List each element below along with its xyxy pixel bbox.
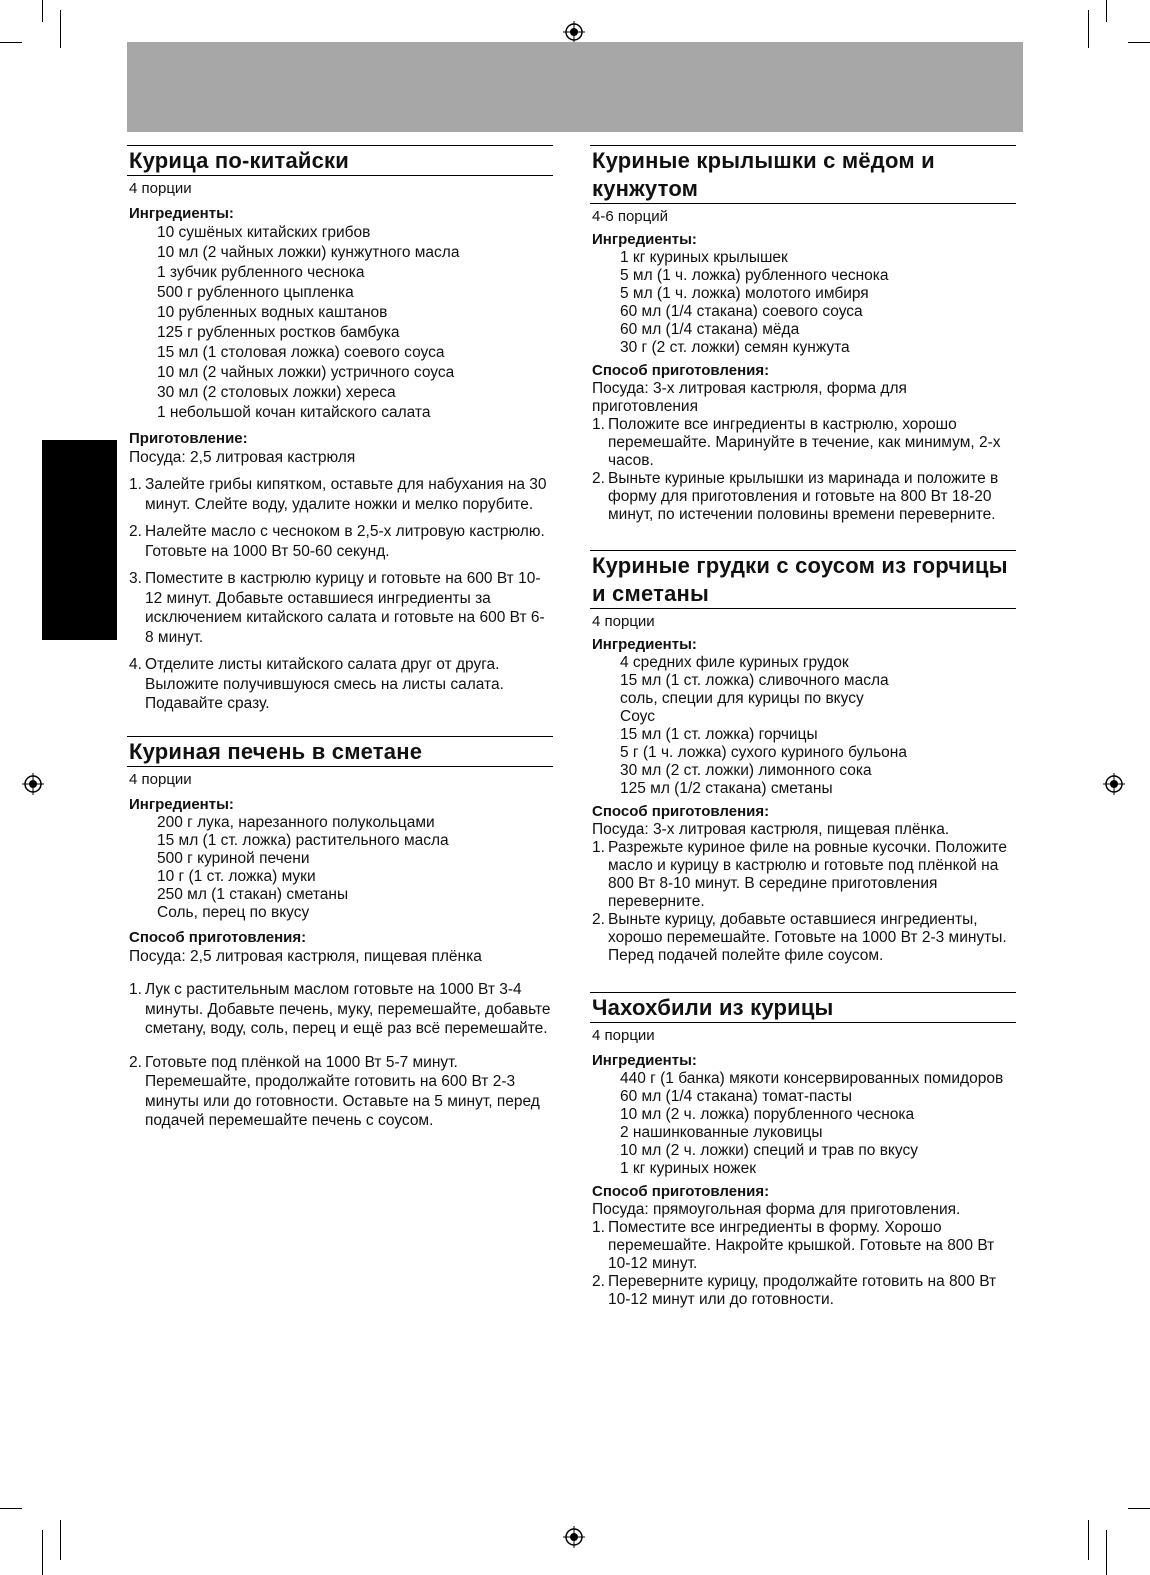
ingredient-item: 440 г (1 банка) мякоти консервированных помидоров <box>620 1070 1004 1087</box>
ingredient-item: 10 мл (2 чайных ложки) устричного соуса <box>157 364 455 381</box>
recipe-chicken-breast <box>590 550 1016 965</box>
step-item <box>590 1273 1016 1309</box>
crop-mark <box>60 1520 61 1560</box>
ingredients-heading: Ингредиенты: <box>592 231 697 248</box>
step-text: Поместите все ингредиенты в форму. Хорошо перемешайте. Накройте крышкой. Готовьте на 800 Вт 10-12 минут. <box>608 1219 995 1272</box>
ingredient-item: 15 мл (1 столовая ложка) соевого соуса <box>157 344 445 361</box>
steps-list <box>590 416 1016 524</box>
step-number: 2. <box>129 523 142 540</box>
step-text: Поместите в кастрюлю курицу и готовьте на 600 Вт 10-12 минут. Добавьте оставшиеся ингредиенты за исключением китайского салата и готовьте на 600 Вт 6-8 минут. <box>145 570 545 646</box>
portions: 4 порции <box>129 180 192 197</box>
ingredient-item: 5 мл (1 ч. ложка) молотого имбиря <box>620 285 869 302</box>
recipe-title: Курица по-китайски <box>127 145 553 176</box>
ingredients-list <box>590 654 1016 798</box>
left-column <box>127 145 553 714</box>
steps-list <box>127 475 553 714</box>
step-number: 1. <box>592 416 605 433</box>
header-banner <box>127 42 1023 132</box>
step-text: Готовьте под плёнкой на 1000 Вт 5-7 минут. Перемешайте, продолжайте готовить на 600 Вт 2-3 минуты или до готовности. Оставьте на 5 минут, перед подачей перемешайте печень с соусом. <box>145 1053 540 1129</box>
step-number: 2. <box>592 470 605 487</box>
ingredients-heading: Ингредиенты: <box>592 1052 697 1069</box>
step-item <box>590 839 1016 911</box>
method-heading: Способ приготовления: <box>592 362 770 379</box>
ingredient-item: 15 мл (1 ст. ложка) растительного масла <box>157 832 449 849</box>
crop-mark <box>0 42 22 43</box>
recipe-honey-wings <box>590 145 1016 524</box>
ingredient-item: 10 мл (2 ч. ложка) порубленного чеснока <box>620 1106 915 1123</box>
crop-mark <box>1088 1520 1089 1560</box>
step-item <box>127 522 553 561</box>
right-column <box>590 145 1016 524</box>
crop-mark <box>1106 1530 1107 1575</box>
ingredient-item: 5 г (1 ч. ложка) сухого куриного бульона <box>620 744 907 761</box>
ingredient-item: 15 мл (1 ст. ложка) горчицы <box>620 726 818 743</box>
step-number: 1. <box>592 1219 605 1236</box>
method-heading: Способ приготовления: <box>129 929 307 946</box>
method-heading: Приготовление: <box>129 430 248 447</box>
step-text: Выньте курицу, добавьте оставшиеся ингредиенты, хорошо перемешайте. Готовьте на 1000 Вт 2-3 минуты. Перед подачей полейте филе соусом. <box>608 911 1007 964</box>
step-item <box>127 655 553 714</box>
cookware: Посуда: прямоугольная форма для приготовления. <box>592 1201 961 1218</box>
ingredient-item: 10 рубленных водных каштанов <box>157 304 388 321</box>
step-text: Переверните курицу, продолжайте готовить на 800 Вт 10-12 минут или до готовности. <box>608 1273 997 1308</box>
ingredients-list <box>127 814 553 922</box>
crop-mark <box>42 0 43 22</box>
step-text: Разрежьте куриное филе на ровные кусочки. Положите масло и курицу в кастрюлю и готовьте под плёнкой на 800 Вт 8-10 минут. В середине приготовления переверните. <box>608 839 1007 910</box>
cookware: Посуда: 3-х литровая кастрюля, форма для приготовления <box>592 380 907 415</box>
ingredient-item: 200 г лука, нарезанного полукольцами <box>157 814 435 831</box>
ingredient-item: 125 мл (1/2 стакана) сметаны <box>620 780 833 797</box>
steps-list <box>590 1219 1016 1309</box>
crop-mark <box>1088 10 1089 48</box>
step-number: 3. <box>129 570 142 587</box>
ingredient-item: 2 нашинкованные луковицы <box>620 1124 823 1141</box>
ingredient-item: 1 небольшой кочан китайского салата <box>157 404 431 421</box>
ingredients-list <box>590 249 1016 357</box>
registration-mark-icon <box>563 21 585 43</box>
step-item <box>127 475 553 514</box>
ingredient-item: 4 средних филе куриных грудок <box>620 654 849 671</box>
step-text: Положите все ингредиенты в кастрюлю, хорошо перемешайте. Маринуйте в течение, как минимум, 2-х часов. <box>608 416 1001 469</box>
ingredient-item: 125 г рубленных ростков бамбука <box>157 324 400 341</box>
portions: 4 порции <box>129 771 192 788</box>
step-number: 1. <box>129 476 142 493</box>
portions: 4-6 порций <box>592 208 669 225</box>
portions: 4 порции <box>592 613 655 630</box>
ingredient-item: соль, специи для курицы по вкусу <box>620 690 864 707</box>
crop-mark <box>60 10 61 48</box>
ingredient-item: 10 сушёных китайских грибов <box>157 224 371 241</box>
ingredient-item: 30 мл (2 ст. ложки) лимонного сока <box>620 762 872 779</box>
step-number: 2. <box>592 911 605 928</box>
step-item <box>590 1219 1016 1273</box>
ingredient-item: 15 мл (1 ст. ложка) сливочного масла <box>620 672 889 689</box>
ingredient-item: 10 мл (2 чайных ложки) кунжутного масла <box>157 244 460 261</box>
step-text: Отделите листы китайского салата друг от друга. Выложите получившуюся смесь на листы салата. Подавайте сразу. <box>145 656 504 712</box>
crop-mark <box>1106 0 1107 22</box>
ingredient-item: 1 кг куриных ножек <box>620 1160 757 1177</box>
step-item <box>590 911 1016 965</box>
step-text: Налейте масло с чесноком в 2,5-х литровую кастрюлю. Готовьте на 1000 Вт 50-60 секунд. <box>145 523 545 560</box>
crop-mark <box>1128 1508 1150 1509</box>
step-number: 2. <box>592 1273 605 1290</box>
recipe-title: Куриные грудки с соусом из горчицы и сметаны <box>590 550 1016 609</box>
ingredient-item: 1 зубчик рубленного чеснока <box>157 264 365 281</box>
ingredient-item: Соль, перец по вкусу <box>157 904 310 921</box>
step-item <box>590 416 1016 470</box>
ingredient-item: 10 мл (2 ч. ложки) специй и трав по вкусу <box>620 1142 918 1159</box>
side-tab <box>42 440 117 640</box>
ingredient-item: 500 г рубленного цыпленка <box>157 284 354 301</box>
cookware: Посуда: 3-х литровая кастрюля, пищевая плёнка. <box>592 821 950 838</box>
step-item <box>127 980 553 1039</box>
method-heading: Способ приготовления: <box>592 803 770 820</box>
right-column-middle <box>590 550 1016 965</box>
ingredients-list <box>127 223 553 423</box>
ingredient-item: 250 мл (1 стакан) сметаны <box>157 886 349 903</box>
step-number: 2. <box>129 1053 142 1071</box>
cookware: Посуда: 2,5 литровая кастрюля <box>129 449 356 466</box>
step-text: Выньте куриные крылышки из маринада и положите в форму для приготовления и готовьте на 800 Вт 18-20 минут, по истечении половины времени переверните. <box>608 470 999 523</box>
step-number: 4. <box>129 656 142 673</box>
ingredient-item: 1 кг куриных крылышек <box>620 249 788 266</box>
right-column-lower <box>590 992 1016 1309</box>
crop-mark <box>42 1530 43 1575</box>
ingredient-item: 60 мл (1/4 стакана) соевого соуса <box>620 303 863 320</box>
ingredients-heading: Ингредиенты: <box>129 205 234 222</box>
ingredient-item: Соус <box>620 708 655 725</box>
ingredient-item: 10 г (1 ст. ложка) муки <box>157 868 316 885</box>
recipe-title: Куриная печень в сметане <box>127 736 553 767</box>
registration-mark-icon <box>22 773 44 795</box>
recipe-chinese-chicken <box>127 145 553 714</box>
ingredients-list <box>590 1070 1016 1178</box>
steps-list <box>590 839 1016 965</box>
step-text: Лук с растительным маслом готовьте на 1000 Вт 3-4 минуты. Добавьте печень, муку, перемешайте, добавьте сметану, воду, соль, перец и ещё раз всё перемешайте. <box>145 981 551 1037</box>
step-number: 1. <box>129 981 142 998</box>
ingredients-heading: Ингредиенты: <box>129 796 234 813</box>
registration-mark-icon <box>1103 773 1125 795</box>
ingredient-item: 500 г куриной печени <box>157 850 310 867</box>
method-heading: Способ приготовления: <box>592 1183 770 1200</box>
step-item <box>127 1053 553 1131</box>
step-number: 1. <box>592 839 605 856</box>
ingredient-item: 60 мл (1/4 стакана) мёда <box>620 321 800 338</box>
steps-list <box>127 980 553 1131</box>
left-column-lower <box>127 736 553 1131</box>
ingredient-item: 30 г (2 ст. ложки) семян кунжута <box>620 339 850 356</box>
crop-mark <box>0 1508 22 1509</box>
portions: 4 порции <box>592 1027 655 1044</box>
recipe-chakhokhbili <box>590 992 1016 1309</box>
registration-mark-icon <box>563 1526 585 1548</box>
ingredients-heading: Ингредиенты: <box>592 636 697 653</box>
step-item <box>590 470 1016 524</box>
cookware: Посуда: 2,5 литровая кастрюля, пищевая плёнка <box>129 948 482 965</box>
recipe-chicken-liver <box>127 736 553 1131</box>
crop-mark <box>1128 42 1150 43</box>
recipe-title: Чахохбили из курицы <box>590 992 1016 1023</box>
recipe-title: Куриные крылышки с мёдом и кунжутом <box>590 145 1016 204</box>
step-text: Залейте грибы кипятком, оставьте для набухания на 30 минут. Слейте воду, удалите ножки и мелко порубите. <box>145 476 547 513</box>
ingredient-item: 60 мл (1/4 стакана) томат-пасты <box>620 1088 853 1105</box>
ingredient-item: 30 мл (2 столовых ложки) хереса <box>157 384 396 401</box>
ingredient-item: 5 мл (1 ч. ложка) рубленного чеснока <box>620 267 889 284</box>
step-item <box>127 569 553 647</box>
